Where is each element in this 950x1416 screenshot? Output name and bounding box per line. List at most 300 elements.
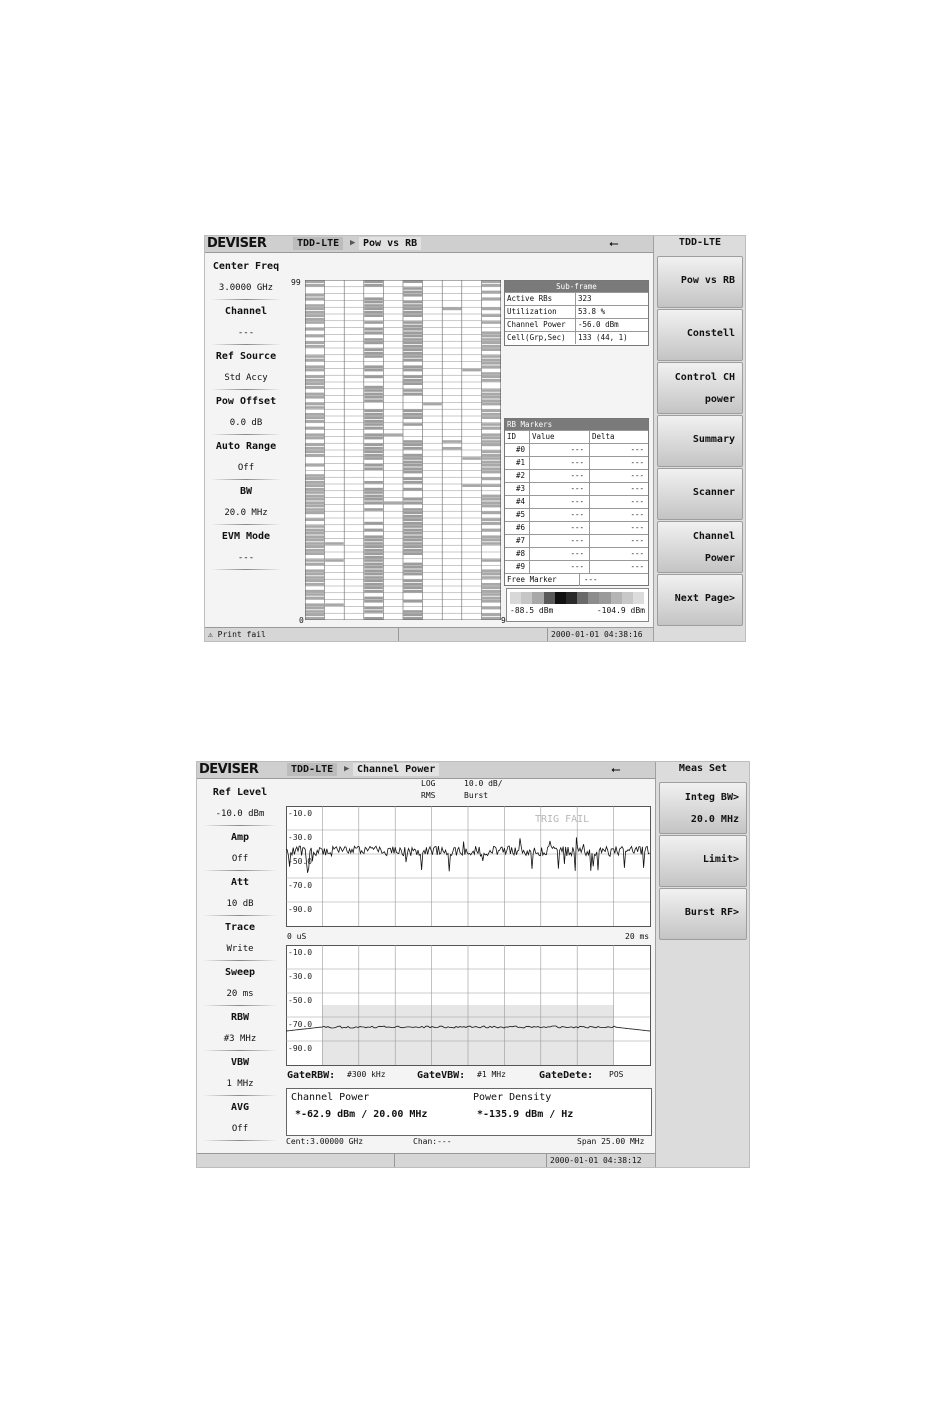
rb-cell xyxy=(364,348,383,351)
param-separator xyxy=(211,299,281,300)
rb-cell xyxy=(404,512,423,515)
subframe-row-name: Active RBs xyxy=(507,294,553,303)
rb-cell xyxy=(306,593,325,596)
rb-cell xyxy=(306,529,325,532)
rb-cell xyxy=(345,399,364,402)
param-value: #3 MHz xyxy=(223,1034,257,1044)
rb-cell xyxy=(384,461,403,464)
rb-cell xyxy=(423,413,442,416)
rb-cell xyxy=(364,447,383,450)
rb-cell xyxy=(345,501,364,504)
param-separator xyxy=(211,434,281,435)
softkey-sublabel: 20.0 MHz xyxy=(690,814,739,825)
rb-cell xyxy=(462,542,481,545)
rb-cell xyxy=(325,495,344,498)
rb-cell xyxy=(482,617,501,620)
marker-id: #6 xyxy=(515,523,525,532)
rb-cell xyxy=(345,331,364,334)
rb-cell xyxy=(404,515,423,518)
rb-cell xyxy=(482,563,501,566)
param-pow-offset[interactable] xyxy=(205,394,287,438)
param-evm-mode[interactable] xyxy=(205,529,287,573)
rb-cell xyxy=(423,529,442,532)
param-center-freq[interactable] xyxy=(205,259,287,303)
rb-cell xyxy=(306,603,325,606)
rb-cell xyxy=(364,590,383,593)
softkey-summary[interactable] xyxy=(657,415,743,467)
rb-cell xyxy=(325,420,344,423)
power-density-label: Power Density xyxy=(473,1092,552,1103)
param-sweep[interactable] xyxy=(197,965,283,1009)
rb-cell xyxy=(306,467,325,470)
rb-cell xyxy=(443,399,462,402)
rb-cell xyxy=(364,552,383,555)
rb-cell xyxy=(482,335,501,338)
trig-fail-label: TRIG FAIL xyxy=(535,814,590,825)
rb-cell xyxy=(462,284,481,287)
rb-cell xyxy=(384,345,403,348)
y-tick-label: -50.0 xyxy=(288,996,313,1005)
rb-cell xyxy=(404,287,423,290)
softkey-next-page[interactable] xyxy=(657,574,743,626)
rb-cell xyxy=(443,529,462,532)
rb-cell xyxy=(306,328,325,331)
rb-cell xyxy=(364,576,383,579)
rb-cell xyxy=(482,362,501,365)
param-ref-level[interactable] xyxy=(197,785,283,829)
rb-cell xyxy=(462,467,481,470)
rb-cell xyxy=(364,369,383,372)
rb-cell xyxy=(443,433,462,436)
status-empty-cell xyxy=(395,1154,547,1167)
rb-cell xyxy=(384,488,403,491)
rb-cell xyxy=(325,393,344,396)
rb-cell xyxy=(364,546,383,549)
rb-cell xyxy=(462,379,481,382)
softkey-label: Summary xyxy=(692,434,735,445)
rb-cell xyxy=(404,406,423,409)
y-tick-label: -30.0 xyxy=(288,833,313,842)
marker-value: --- xyxy=(529,457,586,469)
rb-cell xyxy=(482,454,501,457)
rb-cell xyxy=(443,535,462,538)
rb-cell xyxy=(482,481,501,484)
rb-cell xyxy=(325,284,344,287)
rb-cell xyxy=(306,420,325,423)
rb-cell xyxy=(423,291,442,294)
param-label: Sweep xyxy=(224,967,256,978)
softkey-label: Next Page> xyxy=(674,593,735,604)
deviser-logo: DEVISER xyxy=(207,236,267,251)
rb-cell xyxy=(325,563,344,566)
rb-cell xyxy=(325,610,344,613)
rb-cell xyxy=(345,406,364,409)
rb-cell xyxy=(482,291,501,294)
rb-cell xyxy=(404,518,423,521)
rb-cell xyxy=(462,359,481,362)
rb-cell xyxy=(462,440,481,443)
rb-cell xyxy=(306,474,325,477)
param-label: Channel xyxy=(224,306,268,317)
rb-cell xyxy=(482,535,501,538)
rb-cell xyxy=(404,610,423,613)
rb-cell xyxy=(306,539,325,542)
breadcrumb-measurement[interactable]: Pow vs RB xyxy=(359,237,421,250)
rb-cell xyxy=(404,447,423,450)
rb-cell xyxy=(404,440,423,443)
rb-cell xyxy=(306,433,325,436)
param-ref-source[interactable] xyxy=(205,349,287,393)
rb-cell xyxy=(345,447,364,450)
rb-cell xyxy=(462,433,481,436)
rb-cell xyxy=(306,532,325,535)
rb-cell xyxy=(345,590,364,593)
rb-cell xyxy=(325,379,344,382)
trigger-mode: Burst xyxy=(464,791,489,800)
rb-cell xyxy=(404,600,423,603)
rb-cell xyxy=(443,284,462,287)
rb-cell xyxy=(364,573,383,576)
rb-cell xyxy=(462,484,481,487)
rb-cell xyxy=(443,481,462,484)
rb-cell xyxy=(306,559,325,562)
rb-cell xyxy=(384,318,403,321)
rb-cell xyxy=(443,597,462,600)
rb-cell xyxy=(462,522,481,525)
rb-cell xyxy=(423,393,442,396)
param-value: Off xyxy=(231,854,249,864)
rb-cell xyxy=(306,413,325,416)
y-tick-label: -10.0 xyxy=(288,948,313,957)
rb-cell xyxy=(482,311,501,314)
rb-cell xyxy=(482,614,501,617)
rb-cell xyxy=(384,440,403,443)
param-value: 0.0 dB xyxy=(229,418,263,428)
rb-cell xyxy=(345,454,364,457)
rb-cell xyxy=(404,393,423,396)
usb-icon: ⭠ xyxy=(611,762,621,776)
rb-cell xyxy=(384,447,403,450)
rb-cell xyxy=(325,529,344,532)
rb-marker-row[interactable] xyxy=(505,534,648,547)
rb-cell xyxy=(364,474,383,477)
rb-cell xyxy=(443,393,462,396)
rb-cell xyxy=(404,580,423,583)
rb-cell xyxy=(364,515,383,518)
rb-cell xyxy=(482,308,501,311)
marker-delta: --- xyxy=(589,470,646,482)
param-bw[interactable] xyxy=(205,484,287,528)
param-separator xyxy=(211,569,281,570)
rb-cell xyxy=(325,297,344,300)
rb-cell xyxy=(306,549,325,552)
rb-cell xyxy=(384,386,403,389)
rb-cell xyxy=(325,440,344,443)
marker-value: --- xyxy=(529,522,586,534)
rb-cell xyxy=(482,597,501,600)
rb-cell xyxy=(423,617,442,620)
breadcrumb-mode[interactable]: TDD-LTE xyxy=(293,237,343,250)
rb-cell xyxy=(423,359,442,362)
softkey-label: Control CH xyxy=(674,372,735,383)
rb-cell xyxy=(364,461,383,464)
param-label: Ref Source xyxy=(215,351,277,362)
rb-cell xyxy=(306,505,325,508)
screen-pow-vs-rb xyxy=(204,235,746,642)
rb-cell xyxy=(482,549,501,552)
rb-cell xyxy=(462,549,481,552)
rb-cell xyxy=(384,474,403,477)
rb-marker-row[interactable] xyxy=(505,456,648,469)
grid-x-left-label: 0 xyxy=(299,616,304,625)
rb-cell xyxy=(364,291,383,294)
marker-delta: --- xyxy=(589,535,646,547)
rb-cell xyxy=(306,617,325,620)
rb-cell xyxy=(443,549,462,552)
rb-cell xyxy=(306,512,325,515)
rb-cell xyxy=(462,597,481,600)
softkey-panel xyxy=(653,236,746,641)
rb-cell xyxy=(423,284,442,287)
rb-cell xyxy=(345,461,364,464)
rb-marker-row[interactable] xyxy=(505,547,648,560)
rb-marker-row[interactable] xyxy=(505,482,648,495)
rb-cell xyxy=(482,321,501,324)
param-value: 20.0 MHz xyxy=(224,508,268,518)
rb-cell xyxy=(423,467,442,470)
rb-cell xyxy=(482,314,501,317)
rb-cell xyxy=(404,372,423,375)
rb-cell xyxy=(306,478,325,481)
rb-cell xyxy=(345,508,364,511)
param-att[interactable] xyxy=(197,875,283,919)
rb-cell xyxy=(364,372,383,375)
rb-marker-row[interactable] xyxy=(505,508,648,521)
rb-cell xyxy=(384,597,403,600)
rb-cell xyxy=(423,461,442,464)
rb-cell xyxy=(325,467,344,470)
rb-cell xyxy=(306,335,325,338)
rb-cell xyxy=(306,481,325,484)
softkey-label: Limit> xyxy=(702,854,739,865)
rb-power-grid xyxy=(305,280,501,620)
rb-cell xyxy=(364,321,383,324)
rb-cell xyxy=(404,318,423,321)
softkey-constell[interactable] xyxy=(657,309,743,361)
rb-cell xyxy=(462,583,481,586)
param-separator xyxy=(203,915,277,916)
rb-cell xyxy=(325,603,344,606)
rb-cell xyxy=(404,389,423,392)
softkey-scanner[interactable] xyxy=(657,468,743,520)
rb-cell xyxy=(364,297,383,300)
rb-cell xyxy=(325,311,344,314)
rb-cell xyxy=(443,515,462,518)
rb-cell xyxy=(384,542,403,545)
rb-cell xyxy=(325,447,344,450)
rb-cell xyxy=(384,501,403,504)
rb-cell xyxy=(482,484,501,487)
breadcrumb-mode[interactable]: TDD-LTE xyxy=(287,763,337,776)
rb-cell xyxy=(325,406,344,409)
rb-cell xyxy=(306,325,325,328)
rb-cell xyxy=(306,573,325,576)
rb-cell xyxy=(364,464,383,467)
rb-cell xyxy=(404,342,423,345)
softkey-control-ch[interactable] xyxy=(657,362,743,414)
rb-cell xyxy=(345,284,364,287)
rb-cell xyxy=(325,345,344,348)
color-scale-bar xyxy=(510,592,644,604)
rb-cell xyxy=(325,352,344,355)
rb-cell xyxy=(306,590,325,593)
param-separator xyxy=(211,479,281,480)
rb-cell xyxy=(443,495,462,498)
rb-marker-row[interactable] xyxy=(505,560,648,573)
rb-cell xyxy=(306,440,325,443)
rb-cell xyxy=(306,437,325,440)
rb-cell xyxy=(443,304,462,307)
rb-cell xyxy=(482,539,501,542)
rb-cell xyxy=(345,467,364,470)
param-rbw[interactable] xyxy=(197,1010,283,1054)
rb-cell xyxy=(345,379,364,382)
rb-cell xyxy=(364,522,383,525)
rb-cell xyxy=(482,464,501,467)
rb-cell xyxy=(364,304,383,307)
param-trace[interactable] xyxy=(197,920,283,964)
rb-cell xyxy=(482,556,501,559)
param-avg[interactable] xyxy=(197,1100,283,1144)
rb-cell xyxy=(364,399,383,402)
param-auto-range[interactable] xyxy=(205,439,287,483)
rb-marker-row[interactable] xyxy=(505,469,648,482)
rb-cell xyxy=(482,280,501,283)
rb-cell xyxy=(482,593,501,596)
rb-cell xyxy=(306,580,325,583)
rb-cell xyxy=(443,318,462,321)
rb-cell xyxy=(482,478,501,481)
rb-cell xyxy=(325,474,344,477)
rb-cell xyxy=(482,573,501,576)
marker-id: #8 xyxy=(515,549,525,558)
rb-cell xyxy=(462,529,481,532)
marker-id: #7 xyxy=(515,536,525,545)
rb-cell xyxy=(404,556,423,559)
rb-marker-row[interactable] xyxy=(505,495,648,508)
softkey-burst-rf[interactable] xyxy=(659,888,747,940)
rb-cell xyxy=(404,386,423,389)
rb-cell xyxy=(325,331,344,334)
rb-cell xyxy=(462,454,481,457)
param-label: Auto Range xyxy=(215,441,277,452)
rb-cell xyxy=(364,389,383,392)
rb-cell xyxy=(423,549,442,552)
rb-cell xyxy=(384,590,403,593)
rb-cell xyxy=(345,338,364,341)
rb-cell xyxy=(345,597,364,600)
grid-y-top-label: 99 xyxy=(291,278,301,287)
rb-cell xyxy=(306,304,325,307)
usb-icon: ⭠ xyxy=(609,236,619,250)
rb-cell xyxy=(306,399,325,402)
rb-cell xyxy=(306,607,325,610)
subframe-row-value: 53.8 % xyxy=(575,306,648,318)
subframe-row xyxy=(505,318,648,331)
rb-cell xyxy=(384,535,403,538)
softkey-limit[interactable] xyxy=(659,835,747,887)
param-separator xyxy=(203,870,277,871)
rb-cell xyxy=(423,447,442,450)
rb-cell xyxy=(306,454,325,457)
param-vbw[interactable] xyxy=(197,1055,283,1099)
rb-cell xyxy=(462,325,481,328)
softkey-integ-bw[interactable] xyxy=(659,782,747,834)
rb-cell xyxy=(404,301,423,304)
rb-cell xyxy=(423,590,442,593)
rb-cell xyxy=(423,597,442,600)
span-readout: Span 25.00 MHz xyxy=(577,1137,645,1146)
rb-cell xyxy=(462,399,481,402)
param-amp[interactable] xyxy=(197,830,283,874)
rb-cell xyxy=(364,386,383,389)
param-value: --- xyxy=(237,328,255,338)
status-message xyxy=(205,628,399,641)
rb-cell xyxy=(462,515,481,518)
rb-cell xyxy=(482,501,501,504)
rb-cell xyxy=(306,403,325,406)
rb-cell xyxy=(345,325,364,328)
param-value: 3.0000 GHz xyxy=(218,283,274,293)
rb-cell xyxy=(423,535,442,538)
deviser-logo: DEVISER xyxy=(199,762,259,777)
free-marker-row[interactable] xyxy=(505,573,648,586)
status-message-text: Print fail xyxy=(217,630,266,639)
rb-cell xyxy=(384,393,403,396)
rb-cell xyxy=(404,294,423,297)
status-bar xyxy=(205,627,653,641)
rb-marker-row[interactable] xyxy=(505,521,648,534)
rb-cell xyxy=(482,403,501,406)
softkey-label: Constell xyxy=(686,328,735,339)
rb-cell xyxy=(404,583,423,586)
rb-cell xyxy=(404,614,423,617)
softkey-pow-vs-rb[interactable] xyxy=(657,256,743,308)
rb-cell xyxy=(462,576,481,579)
channel-power-value: *-62.9 dBm / 20.00 MHz xyxy=(295,1109,428,1120)
rb-cell xyxy=(306,416,325,419)
rb-cell xyxy=(404,461,423,464)
rb-cell xyxy=(482,338,501,341)
rb-cell xyxy=(482,423,501,426)
rb-cell xyxy=(364,491,383,494)
rb-cell xyxy=(423,610,442,613)
rb-cell xyxy=(345,549,364,552)
marker-value: --- xyxy=(529,470,586,482)
param-label: Ref Level xyxy=(212,787,268,798)
rb-cell xyxy=(364,440,383,443)
softkey-channel[interactable] xyxy=(657,521,743,573)
color-scale-step xyxy=(566,592,577,604)
rb-cell xyxy=(423,297,442,300)
breadcrumb-measurement[interactable]: Channel Power xyxy=(353,763,439,776)
param-channel[interactable] xyxy=(205,304,287,348)
param-label: VBW xyxy=(230,1057,250,1068)
rb-cell xyxy=(345,427,364,430)
marker-value: --- xyxy=(529,548,586,560)
rb-marker-row[interactable] xyxy=(505,443,648,456)
rb-cell xyxy=(423,345,442,348)
